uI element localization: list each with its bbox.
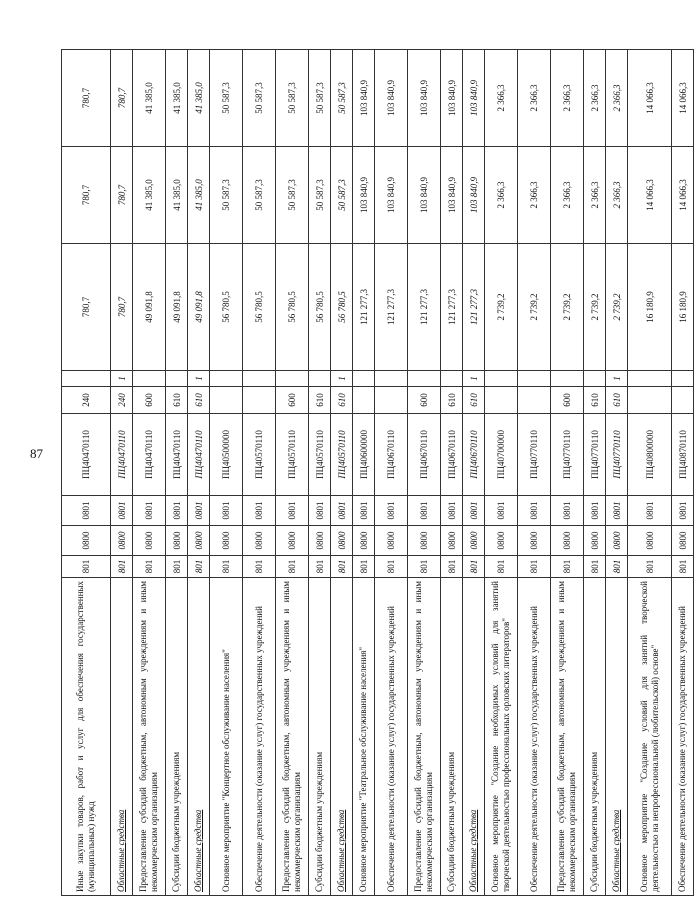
row-name: Обеспечение деятельности (оказание услуг) государственных учреждений <box>672 578 694 896</box>
target-article: ПЦ40770110 <box>606 414 628 496</box>
table-row <box>584 50 606 896</box>
table-row <box>463 50 485 896</box>
expense-type: 600 <box>276 387 309 414</box>
expense-type <box>485 387 518 414</box>
subsection-code: 0801 <box>606 496 628 526</box>
value-year-2: 41 385,0 <box>188 147 210 244</box>
subsection-code: 0801 <box>584 496 606 526</box>
expense-type: 610 <box>606 387 628 414</box>
target-article: ПЦ40700000 <box>485 414 518 496</box>
sub-code <box>441 371 463 387</box>
sub-code <box>166 371 188 387</box>
section-code: 0800 <box>166 526 188 556</box>
value-year-1: 780,7 <box>62 244 111 371</box>
value-year-2: 2 366,3 <box>551 147 584 244</box>
subsection-code: 0801 <box>276 496 309 526</box>
sub-code <box>133 371 166 387</box>
row-name: Предоставление субсидий бюджетным, автономным учреждениям и иным некоммерческим организациям <box>133 578 166 896</box>
value-year-1: 49 091,8 <box>166 244 188 371</box>
sub-code <box>353 371 375 387</box>
section-code: 0800 <box>584 526 606 556</box>
subsection-code: 0801 <box>375 496 408 526</box>
sub-code <box>408 371 441 387</box>
value-year-3: 14 066,3 <box>672 50 694 147</box>
sub-code <box>276 371 309 387</box>
table-row <box>62 50 111 896</box>
ministry-code: 801 <box>463 556 485 578</box>
row-name: Областные средства <box>188 578 210 896</box>
value-year-2: 780,7 <box>111 147 133 244</box>
ministry-code: 801 <box>188 556 210 578</box>
target-article: ПЦ40500000 <box>210 414 243 496</box>
ministry-code: 801 <box>485 556 518 578</box>
value-year-1: 2 739,2 <box>551 244 584 371</box>
value-year-1: 780,7 <box>111 244 133 371</box>
table-row <box>518 50 551 896</box>
row-name: Областные средства <box>606 578 628 896</box>
value-year-3: 50 587,3 <box>276 50 309 147</box>
expense-type: 610 <box>188 387 210 414</box>
sub-code <box>672 371 694 387</box>
value-year-1: 2 739,2 <box>584 244 606 371</box>
target-article: ПЦ40670110 <box>375 414 408 496</box>
value-year-3: 50 587,3 <box>210 50 243 147</box>
section-code: 0800 <box>628 526 672 556</box>
sub-code <box>210 371 243 387</box>
target-article: ПЦ40670110 <box>408 414 441 496</box>
value-year-3: 41 385,0 <box>166 50 188 147</box>
expense-type <box>628 387 672 414</box>
expense-type: 600 <box>408 387 441 414</box>
value-year-2: 50 587,3 <box>309 147 331 244</box>
budget-table <box>61 49 694 896</box>
value-year-3: 50 587,3 <box>331 50 353 147</box>
subsection-code: 0801 <box>133 496 166 526</box>
target-article: ПЦ40770110 <box>518 414 551 496</box>
value-year-3: 780,7 <box>62 50 111 147</box>
section-code: 0800 <box>485 526 518 556</box>
section-code: 0800 <box>210 526 243 556</box>
value-year-3: 2 366,3 <box>584 50 606 147</box>
value-year-3: 103 840,9 <box>408 50 441 147</box>
value-year-1: 121 277,3 <box>441 244 463 371</box>
row-name: Иные закупки товаров, работ и услуг для обеспечения государственных (муниципальных) нужд <box>62 578 111 896</box>
ministry-code: 801 <box>518 556 551 578</box>
sub-code <box>584 371 606 387</box>
row-name: Обеспечение деятельности (оказание услуг) государственных учреждений <box>518 578 551 896</box>
value-year-3: 2 366,3 <box>485 50 518 147</box>
sub-code: 1 <box>463 371 485 387</box>
sub-code: 1 <box>111 371 133 387</box>
value-year-3: 2 366,3 <box>518 50 551 147</box>
table-row <box>331 50 353 896</box>
ministry-code: 801 <box>210 556 243 578</box>
ministry-code: 801 <box>606 556 628 578</box>
value-year-3: 103 840,9 <box>441 50 463 147</box>
table-row <box>408 50 441 896</box>
value-year-3: 103 840,9 <box>375 50 408 147</box>
target-article: ПЦ40570110 <box>276 414 309 496</box>
ministry-code: 801 <box>441 556 463 578</box>
value-year-1: 56 780,5 <box>210 244 243 371</box>
value-year-3: 14 066,3 <box>628 50 672 147</box>
expense-type: 240 <box>62 387 111 414</box>
table-row <box>672 50 694 896</box>
subsection-code: 0801 <box>62 496 111 526</box>
expense-type <box>518 387 551 414</box>
expense-type: 610 <box>166 387 188 414</box>
value-year-1: 16 180,9 <box>628 244 672 371</box>
sub-code: 1 <box>606 371 628 387</box>
value-year-1: 2 739,2 <box>606 244 628 371</box>
ministry-code: 801 <box>276 556 309 578</box>
target-article: ПЦ40470110 <box>188 414 210 496</box>
value-year-2: 14 066,3 <box>672 147 694 244</box>
subsection-code: 0801 <box>463 496 485 526</box>
section-code: 0800 <box>441 526 463 556</box>
value-year-1: 121 277,3 <box>353 244 375 371</box>
row-name: Обеспечение деятельности (оказание услуг) государственных учреждений <box>375 578 408 896</box>
table-row <box>111 50 133 896</box>
sub-code <box>628 371 672 387</box>
subsection-code: 0801 <box>331 496 353 526</box>
section-code: 0800 <box>62 526 111 556</box>
ministry-code: 801 <box>628 556 672 578</box>
ministry-code: 801 <box>166 556 188 578</box>
row-name: Предоставление субсидий бюджетным, автономным учреждениям и иным некоммерческим организациям <box>551 578 584 896</box>
ministry-code: 801 <box>584 556 606 578</box>
sub-code <box>309 371 331 387</box>
table-row <box>309 50 331 896</box>
value-year-3: 2 366,3 <box>606 50 628 147</box>
value-year-2: 14 066,3 <box>628 147 672 244</box>
ministry-code: 801 <box>353 556 375 578</box>
subsection-code: 0801 <box>210 496 243 526</box>
page-number: 87 <box>30 446 43 461</box>
subsection-code: 0801 <box>111 496 133 526</box>
row-name: Субсидии бюджетным учреждениям <box>584 578 606 896</box>
value-year-1: 121 277,3 <box>463 244 485 371</box>
section-code: 0800 <box>309 526 331 556</box>
value-year-2: 103 840,9 <box>353 147 375 244</box>
subsection-code: 0801 <box>518 496 551 526</box>
row-name: Субсидии бюджетным учреждениям <box>309 578 331 896</box>
subsection-code: 0801 <box>243 496 276 526</box>
target-article: ПЦ40570110 <box>309 414 331 496</box>
section-code: 0800 <box>551 526 584 556</box>
value-year-2: 780,7 <box>62 147 111 244</box>
section-code: 0800 <box>243 526 276 556</box>
sub-code <box>375 371 408 387</box>
table-row <box>485 50 518 896</box>
table-row <box>276 50 309 896</box>
ministry-code: 801 <box>133 556 166 578</box>
section-code: 0800 <box>606 526 628 556</box>
value-year-2: 41 385,0 <box>166 147 188 244</box>
value-year-1: 56 780,5 <box>276 244 309 371</box>
row-name: Основное мероприятие "Создание условий для занятий творческой деятельностью на непрофессиональной (любительской) основе" <box>628 578 672 896</box>
value-year-2: 50 587,3 <box>210 147 243 244</box>
expense-type: 610 <box>441 387 463 414</box>
section-code: 0800 <box>276 526 309 556</box>
sub-code <box>485 371 518 387</box>
value-year-1: 121 277,3 <box>375 244 408 371</box>
row-name: Областные средства <box>331 578 353 896</box>
value-year-1: 56 780,5 <box>309 244 331 371</box>
ministry-code: 801 <box>62 556 111 578</box>
ministry-code: 801 <box>309 556 331 578</box>
target-article: ПЦ40800000 <box>628 414 672 496</box>
expense-type: 610 <box>584 387 606 414</box>
expense-type: 610 <box>463 387 485 414</box>
expense-type: 600 <box>551 387 584 414</box>
subsection-code: 0801 <box>551 496 584 526</box>
ministry-code: 801 <box>111 556 133 578</box>
value-year-2: 2 366,3 <box>606 147 628 244</box>
rotated-page-content <box>61 50 688 896</box>
section-code: 0800 <box>188 526 210 556</box>
row-name: Основное мероприятие "Концертное обслуживание населения" <box>210 578 243 896</box>
value-year-3: 41 385,0 <box>133 50 166 147</box>
subsection-code: 0801 <box>408 496 441 526</box>
table-row <box>441 50 463 896</box>
target-article: ПЦ40470110 <box>133 414 166 496</box>
ministry-code: 801 <box>551 556 584 578</box>
expense-type <box>210 387 243 414</box>
ministry-code: 801 <box>672 556 694 578</box>
value-year-1: 2 739,2 <box>518 244 551 371</box>
value-year-1: 16 180,9 <box>672 244 694 371</box>
table-row <box>166 50 188 896</box>
value-year-3: 2 366,3 <box>551 50 584 147</box>
table-row <box>188 50 210 896</box>
value-year-1: 56 780,5 <box>331 244 353 371</box>
target-article: ПЦ40670110 <box>463 414 485 496</box>
subsection-code: 0801 <box>628 496 672 526</box>
expense-type: 240 <box>111 387 133 414</box>
value-year-2: 2 366,3 <box>518 147 551 244</box>
subsection-code: 0801 <box>166 496 188 526</box>
value-year-3: 41 385,0 <box>188 50 210 147</box>
sub-code <box>243 371 276 387</box>
subsection-code: 0801 <box>188 496 210 526</box>
sub-code: 1 <box>188 371 210 387</box>
value-year-3: 103 840,9 <box>463 50 485 147</box>
row-name: Областные средства <box>111 578 133 896</box>
expense-type: 610 <box>331 387 353 414</box>
row-name: Обеспечение деятельности (оказание услуг) государственных учреждений <box>243 578 276 896</box>
value-year-3: 50 587,3 <box>309 50 331 147</box>
table-row <box>551 50 584 896</box>
row-name: Предоставление субсидий бюджетным, автономным учреждениям и иным некоммерческим организациям <box>408 578 441 896</box>
section-code: 0800 <box>331 526 353 556</box>
table-row <box>606 50 628 896</box>
target-article: ПЦ40470110 <box>111 414 133 496</box>
expense-type <box>672 387 694 414</box>
table-row <box>628 50 672 896</box>
value-year-2: 2 366,3 <box>485 147 518 244</box>
section-code: 0800 <box>463 526 485 556</box>
ministry-code: 801 <box>243 556 276 578</box>
section-code: 0800 <box>408 526 441 556</box>
value-year-1: 49 091,8 <box>188 244 210 371</box>
value-year-3: 103 840,9 <box>353 50 375 147</box>
ministry-code: 801 <box>408 556 441 578</box>
sub-code: 1 <box>331 371 353 387</box>
subsection-code: 0801 <box>672 496 694 526</box>
table-row <box>210 50 243 896</box>
section-code: 0800 <box>518 526 551 556</box>
row-name: Предоставление субсидий бюджетным, автономным учреждениям и иным некоммерческим организациям <box>276 578 309 896</box>
ministry-code: 801 <box>331 556 353 578</box>
table-row <box>375 50 408 896</box>
subsection-code: 0801 <box>309 496 331 526</box>
target-article: ПЦ40770110 <box>551 414 584 496</box>
row-name: Субсидии бюджетным учреждениям <box>441 578 463 896</box>
value-year-2: 50 587,3 <box>276 147 309 244</box>
target-article: ПЦ40470110 <box>62 414 111 496</box>
sub-code <box>551 371 584 387</box>
table-row <box>133 50 166 896</box>
row-name: Основное мероприятие "Создание необходимых условий для занятий творческой деятельностью профессиональных орловских литераторов" <box>485 578 518 896</box>
target-article: ПЦ40770110 <box>584 414 606 496</box>
value-year-1: 56 780,5 <box>243 244 276 371</box>
section-code: 0800 <box>111 526 133 556</box>
section-code: 0800 <box>375 526 408 556</box>
value-year-2: 103 840,9 <box>375 147 408 244</box>
expense-type <box>243 387 276 414</box>
value-year-3: 50 587,3 <box>243 50 276 147</box>
target-article: ПЦ40570110 <box>243 414 276 496</box>
expense-type: 600 <box>133 387 166 414</box>
subsection-code: 0801 <box>441 496 463 526</box>
row-name: Субсидии бюджетным учреждениям <box>166 578 188 896</box>
subsection-code: 0801 <box>353 496 375 526</box>
ministry-code: 801 <box>375 556 408 578</box>
value-year-1: 2 739,2 <box>485 244 518 371</box>
value-year-2: 2 366,3 <box>584 147 606 244</box>
table-row <box>243 50 276 896</box>
value-year-3: 780,7 <box>111 50 133 147</box>
target-article: ПЦ40870110 <box>672 414 694 496</box>
target-article: ПЦ40670110 <box>441 414 463 496</box>
value-year-2: 103 840,9 <box>408 147 441 244</box>
row-name: Основное мероприятие "Театральное обслуживание населения" <box>353 578 375 896</box>
target-article: ПЦ40600000 <box>353 414 375 496</box>
target-article: ПЦ40570110 <box>331 414 353 496</box>
table-row <box>353 50 375 896</box>
row-name: Областные средства <box>463 578 485 896</box>
value-year-2: 41 385,0 <box>133 147 166 244</box>
value-year-2: 50 587,3 <box>243 147 276 244</box>
section-code: 0800 <box>133 526 166 556</box>
expense-type <box>375 387 408 414</box>
value-year-2: 103 840,9 <box>441 147 463 244</box>
value-year-2: 103 840,9 <box>463 147 485 244</box>
subsection-code: 0801 <box>485 496 518 526</box>
expense-type <box>353 387 375 414</box>
value-year-1: 121 277,3 <box>408 244 441 371</box>
section-code: 0800 <box>672 526 694 556</box>
budget-table-body <box>62 50 694 896</box>
section-code: 0800 <box>353 526 375 556</box>
target-article: ПЦ40470110 <box>166 414 188 496</box>
expense-type: 610 <box>309 387 331 414</box>
value-year-2: 50 587,3 <box>331 147 353 244</box>
value-year-1: 49 091,8 <box>133 244 166 371</box>
sub-code <box>62 371 111 387</box>
sub-code <box>518 371 551 387</box>
